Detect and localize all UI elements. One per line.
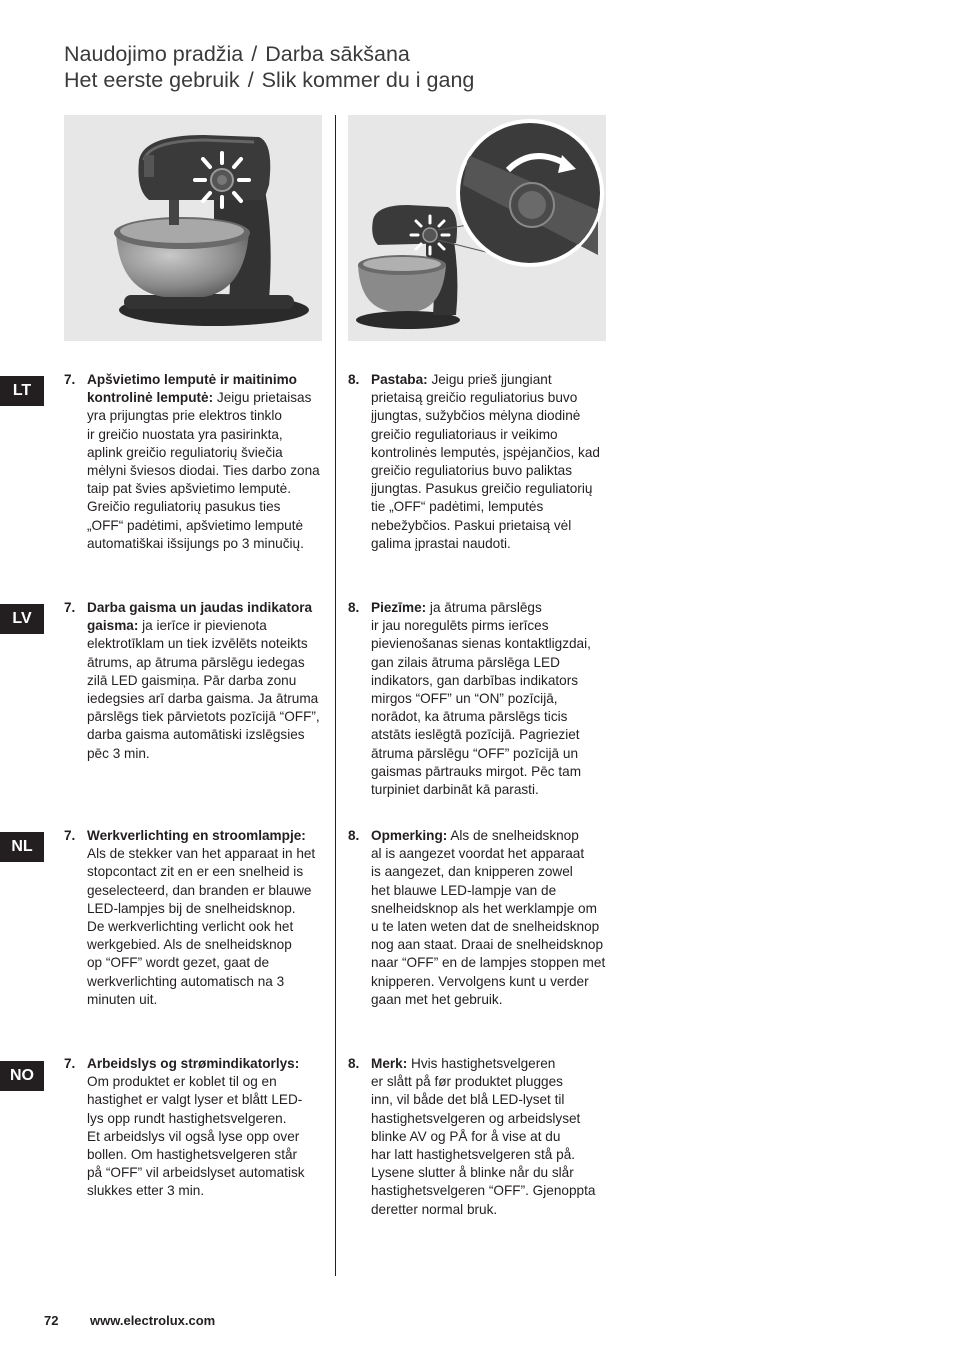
text-line: werkverlichting automatisch na 3	[87, 973, 285, 989]
text-line: lys opp rundt hastighetsvelgeren.	[87, 1110, 287, 1126]
text-line: turpiniet darbināt kā parasti.	[371, 782, 539, 798]
step-text	[371, 599, 591, 799]
text-line: het blauwe LED-lampje van de	[371, 882, 557, 898]
text-line: is aangezet, dan knipperen zowel	[371, 864, 573, 880]
step-number: 8.	[348, 1056, 360, 1071]
text-line: ir greičio nuostata yra pasirinkta,	[87, 426, 283, 442]
title-lv: Darba sākšana	[265, 42, 410, 66]
step-text	[371, 1055, 595, 1219]
text-line: gaan met het gebruik.	[371, 991, 503, 1007]
text-line: ātruma pārslēgu “OFF” pozīcijā un	[371, 745, 579, 761]
text-line: nog aan staat. Draai de snelheidsknop	[371, 937, 604, 953]
language-tab-lt: LT	[0, 376, 44, 406]
text-line: Werkverlichting en stroomlampje:	[87, 828, 306, 843]
text-line: gaismas pārtrauks mirgot. Pēc tam	[371, 763, 582, 779]
text-line: galima įprastai naudoti.	[371, 535, 511, 551]
text-line: blinke AV og PÅ for å vise at du	[371, 1128, 561, 1144]
text-line: kontrolinės lemputės, įspėjančios, kad	[371, 444, 600, 460]
text-line: iedegsies arī darba gaisma. Ja ātruma	[87, 691, 319, 707]
text-line: mirgos “OFF” un “ON” pozīcijā,	[371, 691, 558, 707]
text-line: al is aangezet voordat het apparaat	[371, 846, 585, 862]
step-number: 8.	[348, 828, 360, 843]
text-line: norādot, ka ātruma pārslēgs ticis	[371, 709, 568, 725]
text-line: LED-lampjes bij de snelheidsknop.	[87, 900, 296, 916]
text-line: Et arbeidslys vil også lyse opp over	[87, 1128, 300, 1144]
text-line: pievienošanas sienas kontaktligzdai,	[371, 636, 591, 652]
step-number: 7.	[64, 1056, 76, 1071]
step-number: 8.	[348, 600, 360, 615]
title-separator: /	[247, 68, 254, 92]
step-number: 7.	[64, 372, 76, 387]
text-line: op “OFF” wordt gezet, gaat de	[87, 955, 270, 971]
text-line: inn, vil både det blå LED-lyset til	[371, 1092, 565, 1108]
text-line: automatiškai išsijungs po 3 minučių.	[87, 535, 304, 551]
text-line: Lysene slutter å blinke når du slår	[371, 1165, 574, 1181]
text-line: er slått på før produktet plugges	[371, 1074, 563, 1090]
text-line: nebežybčios. Paskui prietaisą vėl	[371, 517, 572, 533]
text-line: aplink greičio reguliatorių šviečia	[87, 444, 283, 460]
text-line: ātrums, ap ātruma pārslēgu iedegas	[87, 654, 305, 670]
text-line: įjungtas, sužybčios mėlyna diodinė	[371, 408, 581, 424]
text-line: Merk: Hvis hastighetsvelgeren	[371, 1056, 556, 1071]
text-line: mėlyni šviesos diodai. Ties darbo zona	[87, 463, 320, 479]
text-line: slukkes etter 3 min.	[87, 1183, 205, 1199]
text-line: bollen. Om hastighetsvelgeren står	[87, 1147, 298, 1163]
text-line: stopcontact zit en er een snelheid is	[87, 864, 304, 880]
text-line: „OFF“ padėtimi, apšvietimo lemputė	[87, 517, 304, 533]
text-line: Als de stekker van het apparaat in het	[87, 846, 316, 862]
page-title-line-1	[64, 42, 410, 67]
text-line: pārslēgs tiek pārvietots pozīcijā “OFF”,	[87, 709, 320, 725]
step-text	[87, 599, 320, 763]
text-line: werkgebied. Als de snelheidsknop	[87, 937, 292, 953]
text-line: hastighet er valgt lyser et blått LED-	[87, 1092, 303, 1108]
text-line: elektrotīklam un tiek izvēlēts noteikts	[87, 636, 308, 652]
title-separator: /	[251, 42, 258, 66]
page-title-line-2	[64, 68, 474, 93]
text-line: på “OFF” vil arbeidslyset automatisk	[87, 1165, 305, 1181]
text-line: Arbeidslys og strømindikatorlys:	[87, 1056, 300, 1071]
text-line: zilā LED gaismiņa. Pār darba zonu	[87, 672, 297, 688]
text-line: indikators, gan darbības indikators	[371, 672, 579, 688]
column-divider	[335, 115, 336, 1276]
title-no: Slik kommer du i gang	[261, 68, 475, 92]
text-line: tie „OFF“ padėtimi, lemputės	[371, 499, 544, 515]
title-nl: Het eerste gebruik	[64, 68, 240, 92]
text-line: Opmerking: Als de snelheidsknop	[371, 828, 579, 843]
text-line: minuten uit.	[87, 991, 158, 1007]
page-number: 72	[44, 1313, 59, 1328]
language-tab-no: NO	[0, 1061, 44, 1091]
text-line: Piezīme: ja ātruma pārslēgs	[371, 600, 542, 615]
language-tab-lv: LV	[0, 604, 44, 634]
text-line: Pastaba: Jeigu prieš įjungiant	[371, 372, 552, 387]
step-number: 8.	[348, 372, 360, 387]
text-line: yra prijungtas prie elektros tinklo	[87, 408, 282, 424]
text-line: taip pat švies apšvietimo lemputė.	[87, 481, 292, 497]
text-line: Apšvietimo lemputė ir maitinimo	[87, 372, 297, 387]
text-line: gan zilais ātruma pārslēga LED	[371, 654, 560, 670]
language-tab-nl: NL	[0, 832, 44, 862]
text-line: geselecteerd, dan branden er blauwe	[87, 882, 312, 898]
text-line: Darba gaisma un jaudas indikatora	[87, 600, 313, 615]
text-line: gaisma: ja ierīce ir pievienota	[87, 618, 267, 634]
step-text	[371, 371, 600, 553]
step-text	[87, 371, 320, 553]
text-line: greičio reguliatorius buvo paliktas	[371, 463, 572, 479]
text-line: kontrolinė lemputė: Jeigu prietaisas	[87, 390, 312, 406]
text-line: Greičio reguliatorių pasukus ties	[87, 499, 281, 515]
step-number: 7.	[64, 600, 76, 615]
step-text	[371, 827, 605, 1009]
text-line: atstāts ieslēgtā pozīcijā. Pagrieziet	[371, 727, 580, 743]
step-text	[87, 827, 315, 1009]
text-line: u te laten weten dat de snelheidsknop	[371, 919, 600, 935]
step-text	[87, 1055, 305, 1201]
step-number: 7.	[64, 828, 76, 843]
text-line: pēc 3 min.	[87, 745, 150, 761]
mixer-led-illustration	[64, 115, 322, 341]
text-line: prietaisą greičio reguliatorius buvo	[371, 390, 578, 406]
text-line: ir jau noregulēts pirms ierīces	[371, 618, 549, 634]
text-line: Om produktet er koblet til og en	[87, 1074, 277, 1090]
text-line: naar “OFF” en de lampjes stoppen met	[371, 955, 606, 971]
text-line: De werkverlichting verlicht ook het	[87, 919, 294, 935]
text-line: hastighetsvelgeren “OFF”. Gjenoppta	[371, 1183, 596, 1199]
text-line: deretter normal bruk.	[371, 1201, 498, 1217]
mixer-knob-illustration	[348, 115, 606, 341]
text-line: snelheidsknop als het werklampje om	[371, 900, 597, 916]
text-line: darba gaisma automātiski izslēgsies	[87, 727, 305, 743]
text-line: įjungtas. Pasukus greičio reguliatorių	[371, 481, 593, 497]
title-lt: Naudojimo pradžia	[64, 42, 244, 66]
text-line: hastighetsvelgeren og arbeidslyset	[371, 1110, 581, 1126]
text-line: har latt hastighetsvelgeren stå på.	[371, 1147, 576, 1163]
text-line: knipperen. Vervolgens kunt u verder	[371, 973, 589, 989]
text-line: greičio reguliatoriaus ir veikimo	[371, 426, 558, 442]
website-link[interactable]: www.electrolux.com	[90, 1313, 216, 1328]
